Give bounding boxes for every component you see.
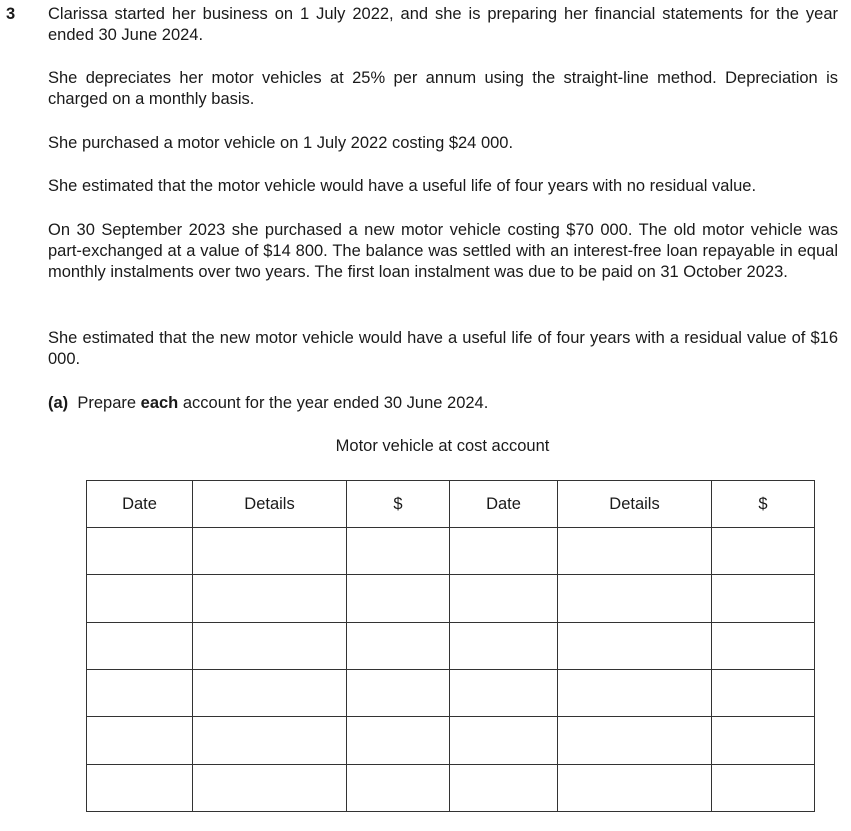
header-details-credit: Details — [558, 481, 712, 528]
table-row — [87, 528, 815, 575]
table-cell[interactable] — [712, 528, 815, 575]
useful-life-paragraph: She estimated that the motor vehicle would have a useful life of four years with no residual value. — [48, 177, 757, 195]
table-cell[interactable] — [712, 717, 815, 764]
part-a-text-bold: each — [140, 394, 179, 412]
table-cell[interactable] — [558, 669, 712, 716]
table-row — [87, 622, 815, 669]
intro-paragraph: Clarissa started her business on 1 July 2022, and she is preparing her financial statements for the year ended 30 June 2024. — [48, 5, 838, 44]
table-cell[interactable] — [712, 575, 815, 622]
table-row — [87, 717, 815, 764]
part-a-text-before: Prepare — [77, 394, 137, 412]
table-row — [87, 575, 815, 622]
table-cell[interactable] — [193, 575, 347, 622]
table-cell[interactable] — [347, 669, 450, 716]
part-a-text-after: account for the year ended 30 June 2024. — [182, 394, 489, 412]
table-cell[interactable] — [87, 528, 193, 575]
part-a-instruction — [48, 393, 488, 414]
part-exchange-paragraph: On 30 September 2023 she purchased a new motor vehicle costing $70 000. The old motor vehicle was part-exchanged at a value of $14 800. The balance was settled with an interest-free loan repayable in equal monthly instalments over two years. The first loan instalment was due to be paid on 31 October 2023. — [48, 221, 838, 281]
table-cell[interactable] — [450, 717, 558, 764]
header-row — [87, 481, 815, 528]
new-vehicle-paragraph: She estimated that the new motor vehicle would have a useful life of four years with a residual value of $16 000. — [48, 329, 838, 368]
table-cell[interactable] — [193, 717, 347, 764]
depreciation-policy-paragraph: She depreciates her motor vehicles at 25% per annum using the straight-line method. Depreciation is charged on a monthly basis. — [48, 69, 838, 108]
table-cell[interactable] — [712, 622, 815, 669]
header-amount-credit: $ — [712, 481, 815, 528]
table-cell[interactable] — [558, 622, 712, 669]
table-cell[interactable] — [450, 575, 558, 622]
table-cell[interactable] — [87, 764, 193, 811]
account-title: Motor vehicle at cost account — [335, 437, 550, 455]
header-amount-debit: $ — [347, 481, 450, 528]
table-cell[interactable] — [450, 622, 558, 669]
table-cell[interactable] — [712, 669, 815, 716]
table-cell[interactable] — [450, 528, 558, 575]
table-cell[interactable] — [347, 528, 450, 575]
question-number: 3 — [6, 5, 16, 23]
table-cell[interactable] — [450, 669, 558, 716]
header-date-credit: Date — [450, 481, 558, 528]
table-row — [87, 764, 815, 811]
table-cell[interactable] — [558, 575, 712, 622]
table-cell[interactable] — [193, 528, 347, 575]
purchase-paragraph: She purchased a motor vehicle on 1 July 2022 costing $24 000. — [48, 134, 514, 152]
table-cell[interactable] — [347, 717, 450, 764]
table-cell[interactable] — [193, 764, 347, 811]
table-cell[interactable] — [347, 622, 450, 669]
table-cell[interactable] — [193, 622, 347, 669]
table-cell[interactable] — [558, 528, 712, 575]
table-cell[interactable] — [87, 575, 193, 622]
table-cell[interactable] — [87, 717, 193, 764]
table-cell[interactable] — [712, 764, 815, 811]
table-cell[interactable] — [558, 717, 712, 764]
table-cell[interactable] — [87, 622, 193, 669]
ledger-account-table — [86, 480, 815, 812]
table-cell[interactable] — [347, 575, 450, 622]
table-row — [87, 669, 815, 716]
table-cell[interactable] — [193, 669, 347, 716]
part-a-label: (a) — [48, 394, 69, 412]
header-details-debit: Details — [193, 481, 347, 528]
table-cell[interactable] — [558, 764, 712, 811]
header-date-debit: Date — [87, 481, 193, 528]
table-cell[interactable] — [450, 764, 558, 811]
table-cell[interactable] — [347, 764, 450, 811]
table-cell[interactable] — [87, 669, 193, 716]
